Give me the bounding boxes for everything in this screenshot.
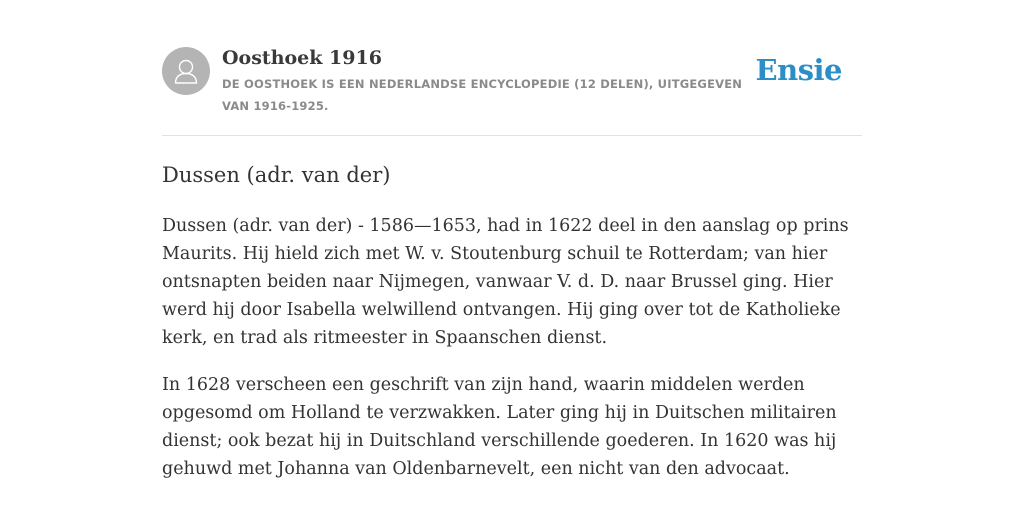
source-name[interactable]: Oosthoek 1916: [222, 47, 382, 69]
brand-logo[interactable]: Ensie: [755, 53, 842, 87]
header-divider: [162, 135, 862, 136]
article-body: [162, 212, 862, 502]
source-description: DE OOSTHOEK IS EEN NEDERLANDSE ENCYCLOPEDIE (12 DELEN), UITGEGEVEN VAN 1916-1925.: [222, 77, 743, 113]
source-avatar: [162, 47, 210, 95]
user-icon: [162, 47, 210, 95]
article-title: Dussen (adr. van der): [162, 163, 391, 187]
article-paragraph: Dussen (adr. van der) - 1586—1653, had in 1622 deel in den aanslag op prins Maurits. Hij hield zich met W. v. Stoutenburg schuil te Rotterdam; van hier ontsnapten beiden naar Nijmegen, vanwaar V. d. D. naar Brussel ging. Hier werd hij door Isabella welwillend ontvangen. Hij ging over tot de Katholieke kerk, en trad als ritmeester in Spaanschen dienst.: [162, 216, 849, 348]
article-paragraph: In 1628 verscheen een geschrift van zijn hand, waarin middelen werden opgesomd om Holland te verzwakken. Later ging hij in Duitschen militairen dienst; ook bezat hij in Duitschland verschillende goederen. In 1620 was hij gehuwd met Johanna van Oldenbarnevelt, een nicht van den advocaat.: [162, 375, 837, 479]
source-header: [162, 44, 862, 136]
